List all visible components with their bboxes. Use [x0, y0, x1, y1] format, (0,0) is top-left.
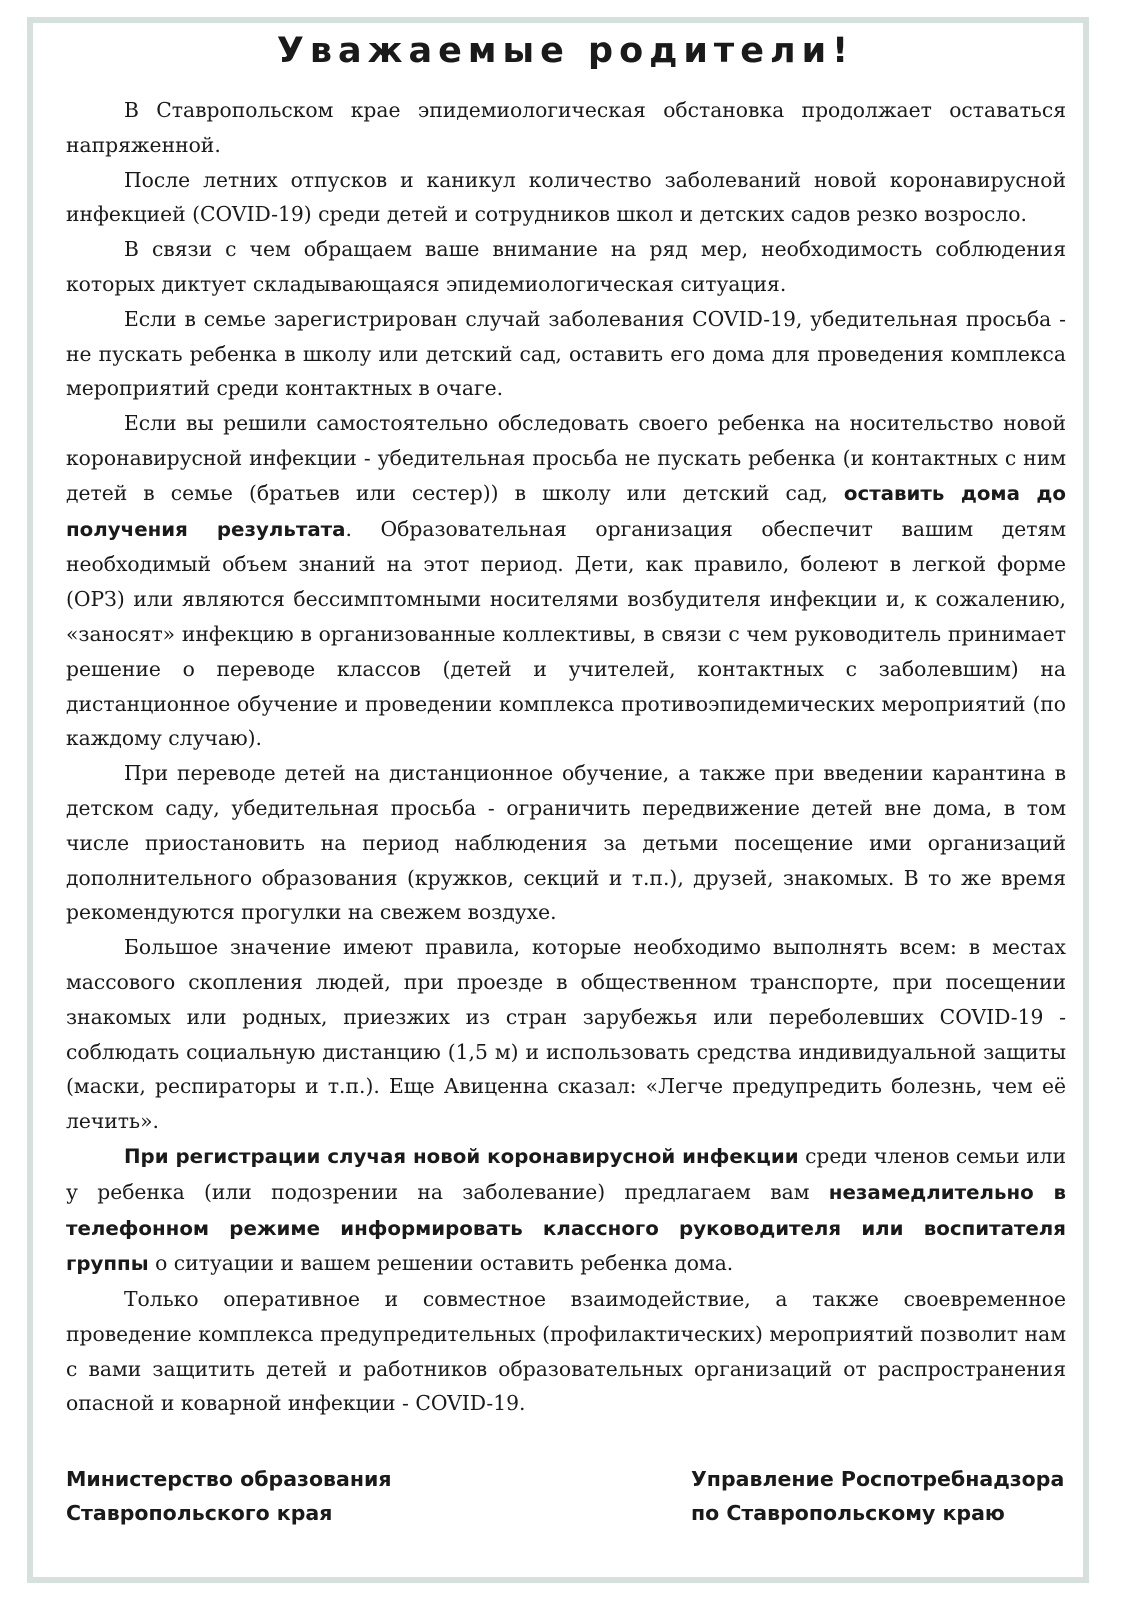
signature-rospotrebnadzor-line-2: по Ставропольскому краю	[691, 1501, 1005, 1525]
signature-rospotrebnadzor-line-1: Управление Роспотребнадзора	[691, 1467, 1065, 1491]
paragraph-rules: Большое значение имеют правила, которые необходимо выполнять всем: в местах массового скопления людей, при проезде в общественном транспорте, при посещении знакомых или родных, приезжих из стран зарубежья или переболевших COVID-19 - соблюдать социальную дистанцию (1,5 м) и использовать средства индивидуальной защиты (маски, респираторы и т.п.). Еще Авиценна сказал: «Легче предупредить болезнь, чем её лечить».	[66, 935, 1066, 1134]
paragraph-self-testing-text: Если вы решили самостоятельно обследовать своего ребенка на носительство новой коронавирусной инфекции - убедительная просьба не пускать ребенка (и контактных с ним детей в семье (братьев или сестер)) в школу или детский сад,	[66, 411, 1066, 505]
paragraph-increase: После летних отпусков и каникул количество заболеваний новой коронавирусной инфекцией (COVID-19) среди детей и сотрудников школ и детских садов резко возросло.	[66, 167, 1066, 227]
paragraph-self-testing	[66, 406, 1066, 756]
paragraph-notify-emphasis-1: При регистрации случая новой коронавирусной инфекции	[124, 1144, 799, 1168]
signature-ministry	[66, 1462, 392, 1530]
paragraph-family-case: Если в семье зарегистрирован случай заболевания COVID-19, убедительная просьба - не пускать ребенка в школу или детский сад, оставить его дома для проведения комплекса мероприятий среди контактных в очаге.	[66, 306, 1066, 401]
paragraph-measures: В связи с чем обращаем ваше внимание на ряд мер, необходимость соблюдения которых диктует складывающаяся эпидемиологическая ситуация.	[66, 237, 1066, 296]
paragraph-self-testing-rest: . Образовательная организация обеспечит вашим детям необходимый объем знаний на этот период. Дети, как правило, болеют в легкой форме (ОРЗ) или являются бессимптомными носителями возбудителя инфекции и, к сожалению, «заносят» инфекцию в организованные коллективы, в связи с чем руководитель принимает решение о переводе классов (детей и учителей, контактных с заболевшим) на дистанционное обучение и проведении комплекса противоэпидемических мероприятий (по каждому случаю).	[66, 516, 1067, 751]
signature-ministry-line-2: Ставропольского края	[66, 1501, 333, 1525]
document-body	[66, 93, 1066, 1421]
page-title: Уважаемые родители!	[276, 31, 855, 71]
signature-rospotrebnadzor	[691, 1462, 1064, 1530]
paragraph-notify-rest: о ситуации и вашем решении оставить ребенка дома.	[148, 1251, 734, 1276]
paragraph-situation: В Ставропольском крае эпидемиологическая обстановка продолжает оставаться напряженной.	[66, 98, 1066, 157]
paragraph-conclusion: Только оперативное и совместное взаимодействие, а также своевременное проведение комплекса предупредительных (профилактических) мероприятий позволит нам с вами защитить детей и работников образовательных организаций от распространения опасной и коварной инфекции - COVID-19.	[66, 1287, 1066, 1416]
paragraph-notify-emphasis-2: незамедлительно в телефонном режиме информировать классного руководителя или воспитателя группы	[66, 1180, 1067, 1276]
paragraph-notify	[66, 1139, 1066, 1282]
paragraph-notify-text: среди членов семьи или у ребенка (или подозрении на заболевание) предлагаем вам	[66, 1143, 1066, 1204]
signature-ministry-line-1: Министерство образования	[66, 1467, 392, 1491]
paragraph-distance-learning: При переводе детей на дистанционное обучение, а также при введении карантина в детском саду, убедительная просьба - ограничить передвижение детей вне дома, в том числе приостановить на период наблюдения за детьми посещение ими организаций дополнительного образования (кружков, секций и т.п.), друзей, знакомых. В то же время рекомендуются прогулки на свежем воздухе.	[66, 761, 1066, 925]
paragraph-self-testing-emphasis: оставить дома до получения результата	[66, 481, 1066, 541]
